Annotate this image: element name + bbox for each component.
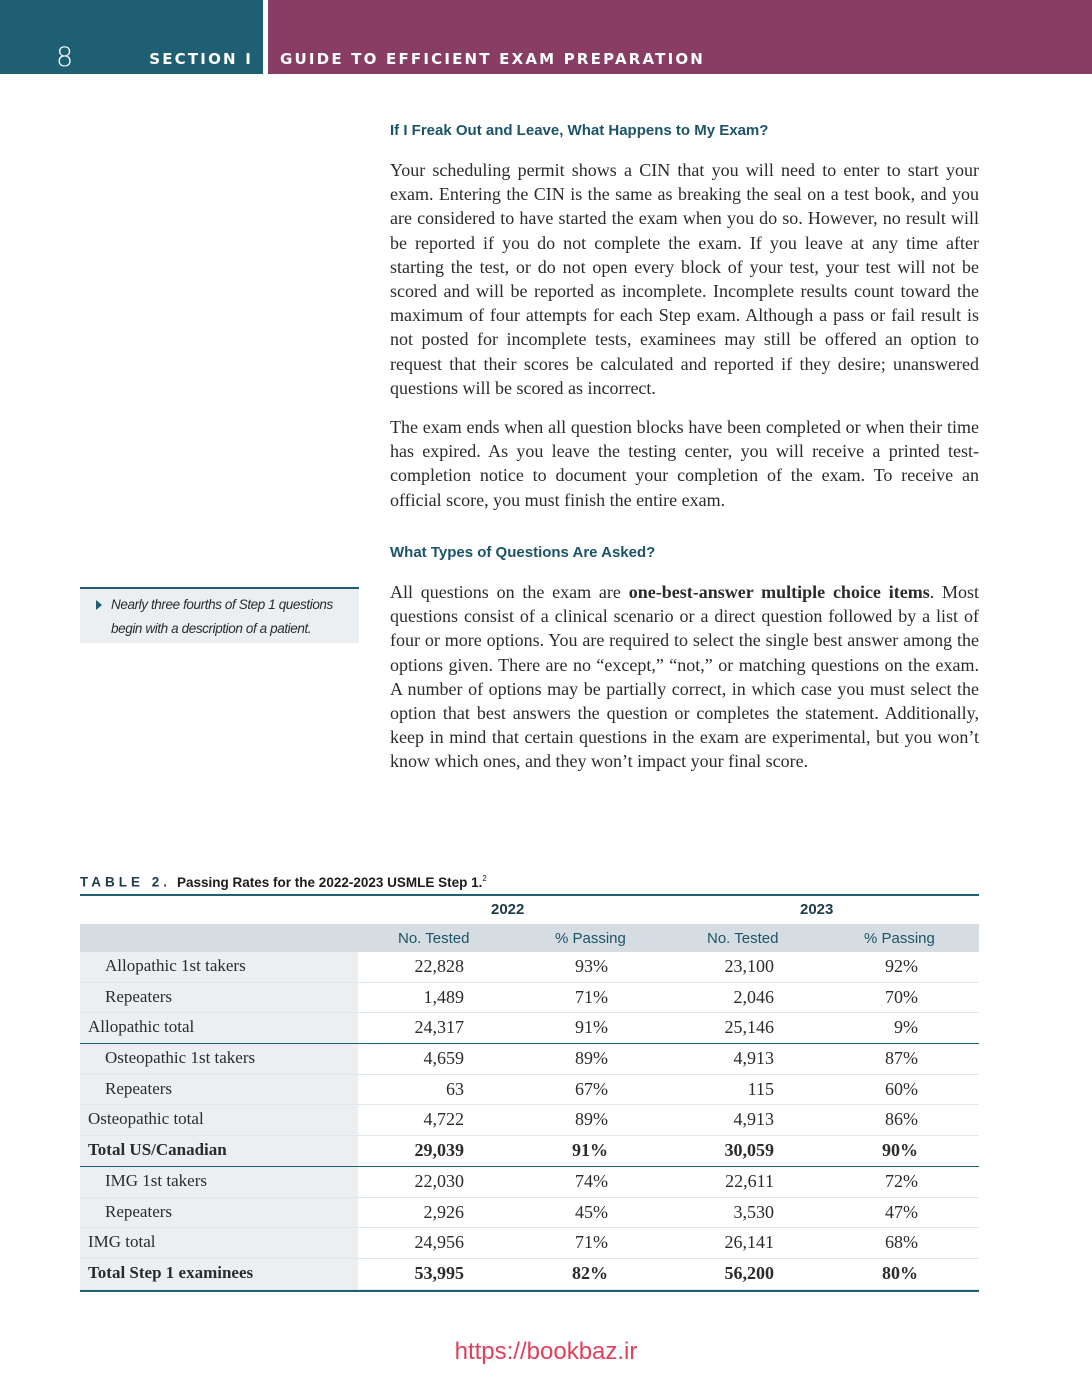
body-paragraph: The exam ends when all question blocks have been completed or when their time has expired. As you leave the testing center, you will receive a printed test-completion notice to document your completion of the exam. To receive an official score, you must finish the entire exam.	[390, 417, 979, 510]
table-cell: 72%	[885, 1170, 918, 1191]
table-cell: 3,530	[733, 1201, 774, 1222]
row-label: Allopathic total	[88, 1017, 195, 1037]
table-cell: 60%	[885, 1078, 918, 1099]
table-cell: 71%	[575, 1232, 608, 1253]
table-row	[80, 1013, 979, 1044]
table-cell: 82%	[572, 1262, 608, 1283]
table-cell: 25,146	[724, 1017, 774, 1038]
body-text: All questions on the exam are	[390, 582, 629, 602]
table-cell: 63	[446, 1078, 464, 1099]
row-label: Repeaters	[105, 1201, 173, 1221]
section-heading: What Types of Questions Are Asked?	[390, 544, 656, 561]
table-cell: 87%	[885, 1048, 918, 1069]
sidebar-note	[80, 587, 359, 643]
table-row	[80, 1044, 979, 1075]
table-cell: 89%	[575, 1048, 608, 1069]
section-label: SECTION I	[149, 50, 253, 68]
table-row	[80, 1075, 979, 1106]
table-footnote-ref: 2	[482, 874, 487, 883]
table-cell: 93%	[575, 956, 608, 976]
table-cell: 67%	[575, 1078, 608, 1099]
table-cell: 24,956	[414, 1232, 464, 1253]
row-label: Repeaters	[105, 986, 173, 1006]
table-cell: 1,489	[423, 986, 464, 1007]
watermark-url: https://bookbaz.ir	[454, 1338, 638, 1365]
section-question-types	[390, 543, 979, 774]
row-label: IMG 1st takers	[105, 1170, 207, 1190]
body-paragraph	[390, 580, 979, 774]
table-row	[80, 983, 979, 1014]
table-cell: 22,030	[414, 1170, 464, 1191]
table-cell: 86%	[885, 1109, 918, 1130]
row-label: Total US/Canadian	[88, 1140, 227, 1160]
table-cell: 80%	[882, 1262, 918, 1283]
table-row	[80, 1167, 979, 1198]
table-body	[80, 952, 979, 1290]
table-cell: 115	[747, 1078, 774, 1099]
row-label: IMG total	[88, 1232, 156, 1252]
table-cell: 22,828	[414, 956, 464, 976]
table-cell: 74%	[575, 1170, 608, 1191]
row-label: Total Step 1 examinees	[88, 1262, 254, 1282]
table-row	[80, 1259, 979, 1290]
body-paragraph: Your scheduling permit shows a CIN that you will need to enter to start your exam. Entering the CIN is the same as breaking the seal on a test book, and you are considered to have started the exam when you do so. However, no result will be reported if you do not complete the exam. If you leave at any time after starting the test, or do not open every block of your test, your test will not be scored and will be reported as incomplete. Incomplete results count toward the maximum of four attempts for each Step exam. Although a pass or fail result is not posted for incomplete tests, examinees may still be offered an option to request that their scores be calculated and reported if they desire; unanswered questions will be scored as incorrect.	[390, 160, 979, 398]
table-row	[80, 1198, 979, 1229]
table-cell: 2,926	[423, 1201, 464, 1222]
table-cell: 23,100	[724, 956, 774, 976]
year-header: 2023	[800, 901, 834, 918]
table-cell: 26,141	[724, 1232, 774, 1253]
table-cell: 68%	[885, 1232, 918, 1253]
section-freak-out	[390, 121, 979, 512]
table-row	[80, 952, 979, 983]
row-label: Osteopathic total	[88, 1109, 204, 1129]
table-cell: 91%	[572, 1140, 608, 1161]
table-cell: 90%	[882, 1140, 918, 1161]
table-cell: 53,995	[414, 1262, 464, 1283]
table-cell: 47%	[885, 1201, 918, 1222]
table-cell: 91%	[575, 1017, 608, 1038]
table-cell: 4,722	[423, 1109, 464, 1130]
table-cell: 70%	[885, 986, 918, 1007]
table-cell: 4,913	[733, 1048, 774, 1069]
table-year-row	[80, 896, 979, 924]
chapter-title: GUIDE TO EFFICIENT EXAM PREPARATION	[280, 50, 706, 68]
page-number: 8	[56, 42, 74, 73]
header-section-band	[0, 0, 263, 74]
table-cell: 9%	[894, 1017, 918, 1038]
table-column-header-row	[80, 924, 979, 952]
row-label: Repeaters	[105, 1078, 173, 1098]
table-cell: 22,611	[725, 1170, 774, 1191]
body-text: . Most questions consist of a clinical scenario or a direct question followed by a list of four or more options. You are required to select the single best answer among the options given. There are no “except,” “not,” or matching questions on the exam. A number of options may be partially correct, in which case you must select the option that best answers the question or completes the statement. Additionally, keep in mind that certain questions in the exam are experimental, but you won’t know which ones, and they won’t impact your final score.	[390, 582, 980, 772]
table-title: Passing Rates for the 2022-2023 USMLE Step 1.	[177, 874, 483, 890]
row-label: Osteopathic 1st takers	[105, 1048, 256, 1068]
sidebar-note-text: Nearly three fourths of Step 1 questions begin with a description of a patient.	[111, 597, 333, 636]
passing-rates-table	[80, 894, 979, 1292]
table-cell: 2,046	[733, 986, 774, 1007]
column-header: % Passing	[555, 930, 626, 947]
table-cell: 71%	[575, 986, 608, 1007]
column-header: % Passing	[864, 930, 935, 947]
table-bottom-rule	[80, 1290, 979, 1292]
column-header: No. Tested	[707, 930, 779, 947]
column-header: No. Tested	[398, 930, 470, 947]
table-label: TABLE 2.	[80, 874, 172, 890]
table-row	[80, 1228, 979, 1259]
table-row	[80, 1105, 979, 1136]
section-heading: If I Freak Out and Leave, What Happens to My Exam?	[390, 122, 769, 139]
table-row	[80, 1136, 979, 1167]
table-cell: 30,059	[724, 1140, 774, 1161]
emphasis-text: one-best-answer multiple choice items	[628, 582, 930, 602]
table-cell: 24,317	[414, 1017, 464, 1038]
table-caption	[80, 874, 487, 890]
header-chapter-band	[268, 0, 1092, 74]
triangle-bullet-icon	[96, 600, 102, 610]
row-label: Allopathic 1st takers	[105, 956, 246, 975]
table-cell: 89%	[575, 1109, 608, 1130]
table-cell: 56,200	[724, 1262, 774, 1283]
year-header: 2022	[491, 901, 525, 918]
table-cell: 92%	[885, 956, 918, 976]
table-cell: 45%	[575, 1201, 608, 1222]
table-cell: 4,913	[733, 1109, 774, 1130]
table-cell: 4,659	[423, 1048, 464, 1069]
table-cell: 29,039	[414, 1140, 464, 1161]
